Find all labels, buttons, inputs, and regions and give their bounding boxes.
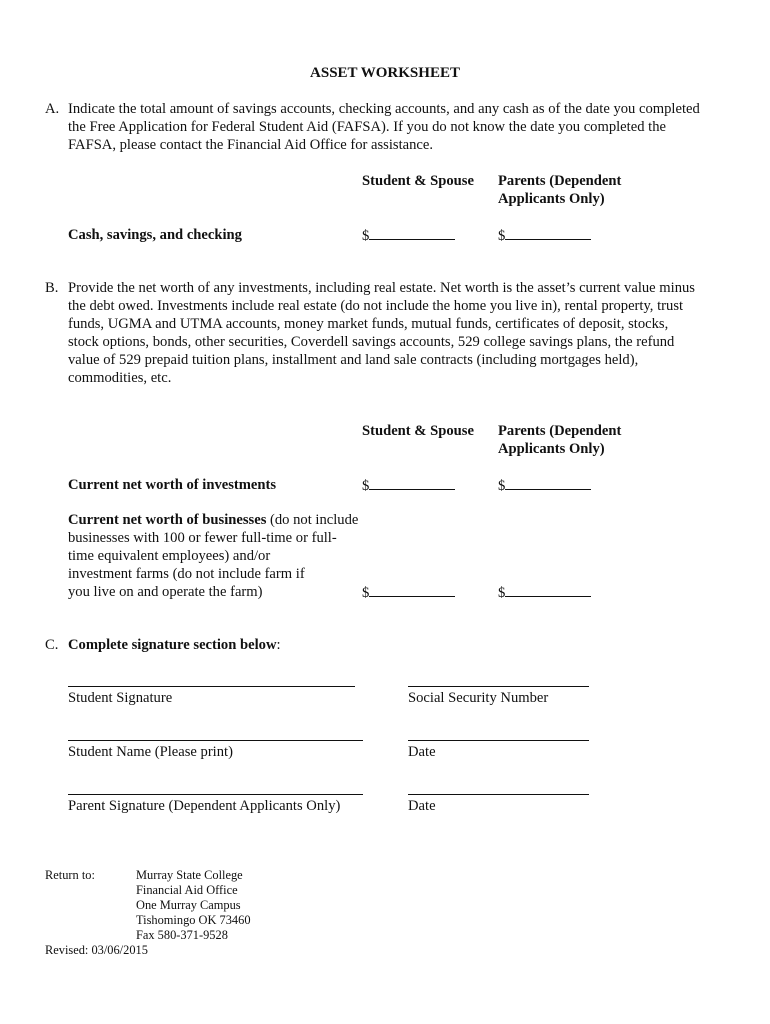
section-a-instructions: [68, 100, 733, 154]
col-parents-line1: Parents (Dependent: [498, 423, 622, 439]
section-c-heading-suffix: :: [276, 637, 281, 653]
section-a-line: the Free Application for Federal Student Aid (FAFSA). If you do not know the date you completed the: [68, 119, 666, 135]
date-line[interactable]: [408, 794, 589, 795]
section-b-line: Provide the net worth of any investments, including real estate. Net worth is the asset’s current value minus: [68, 280, 695, 296]
dollar-sign: $: [362, 478, 370, 494]
blank-line: [505, 583, 591, 597]
dollar-sign: $: [498, 478, 506, 494]
section-b-letter: B.: [45, 280, 59, 296]
businesses-label: [68, 511, 368, 601]
col-parents-line1: Parents (Dependent: [498, 173, 622, 189]
section-a-line: Indicate the total amount of savings accounts, checking accounts, and any cash as of the date you completed: [68, 101, 700, 117]
section-b-col-parents: [498, 422, 621, 458]
section-b-line: the debt owed. Investments include real estate (do not include the home you live in), rental property, trust: [68, 298, 684, 314]
address-line: Tishomingo OK 73460: [136, 913, 251, 927]
businesses-label-line: businesses with 100 or fewer full-time or full-: [68, 530, 337, 546]
student-name-label: Student Name (Please print): [68, 744, 233, 760]
section-c-letter: C.: [45, 637, 59, 653]
section-b-col-student: Student & Spouse: [362, 423, 474, 439]
col-parents-line2: Applicants Only): [498, 441, 605, 457]
address-line: One Murray Campus: [136, 898, 241, 912]
section-a-letter: A.: [45, 101, 60, 117]
investments-parents-field[interactable]: [498, 476, 591, 495]
blank-line: [505, 226, 591, 240]
section-c-heading: [68, 636, 281, 654]
address-line: Murray State College: [136, 868, 243, 882]
blank-line: [369, 476, 455, 490]
cash-student-field[interactable]: [362, 226, 455, 245]
businesses-label-bold: Current net worth of businesses: [68, 512, 267, 528]
cash-savings-checking-label: Cash, savings, and checking: [68, 227, 242, 243]
section-b-line: commodities, etc.: [68, 370, 172, 386]
ssn-line[interactable]: [408, 686, 589, 687]
dollar-sign: $: [362, 585, 370, 601]
student-signature-label: Student Signature: [68, 690, 173, 706]
businesses-label-rest: (do not include: [266, 512, 359, 528]
parent-signature-label: Parent Signature (Dependent Applicants Only): [68, 798, 341, 814]
dollar-sign: $: [362, 228, 370, 244]
section-b-line: funds, UGMA and UTMA accounts, money market funds, mutual funds, certificates of deposit, stocks,: [68, 316, 669, 332]
investments-label: Current net worth of investments: [68, 477, 277, 493]
section-c-heading-text: Complete signature section below: [68, 637, 277, 653]
investments-student-field[interactable]: [362, 476, 455, 495]
section-b-instructions: [68, 279, 733, 387]
return-to-label: Return to:: [45, 868, 95, 882]
businesses-student-field[interactable]: [362, 583, 455, 602]
date-line[interactable]: [408, 740, 589, 741]
address-line: Financial Aid Office: [136, 883, 238, 897]
parent-signature-line[interactable]: [68, 794, 363, 795]
dollar-sign: $: [498, 585, 506, 601]
businesses-parents-field[interactable]: [498, 583, 591, 602]
blank-line: [369, 226, 455, 240]
dollar-sign: $: [498, 228, 506, 244]
revised-date: Revised: 03/06/2015: [45, 943, 148, 957]
ssn-label: Social Security Number: [408, 690, 549, 706]
businesses-label-line: you live on and operate the farm): [68, 584, 263, 600]
cash-parents-field[interactable]: [498, 226, 591, 245]
section-b-line: value of 529 prepaid tuition plans, installment and land sale contracts (including mortgages held),: [68, 352, 639, 368]
student-name-line[interactable]: [68, 740, 363, 741]
return-address: [136, 868, 251, 943]
section-a-col-parents: [498, 172, 621, 208]
section-a-line: FAFSA, please contact the Financial Aid Office for assistance.: [68, 137, 434, 153]
section-a-col-student: Student & Spouse: [362, 173, 474, 189]
blank-line: [505, 476, 591, 490]
date-label: Date: [408, 798, 436, 814]
col-parents-line2: Applicants Only): [498, 191, 605, 207]
businesses-label-line: time equivalent employees) and/or: [68, 548, 271, 564]
page-title: ASSET WORKSHEET: [310, 65, 460, 81]
date-label: Date: [408, 744, 436, 760]
section-b-line: stock options, bonds, other securities, Coverdell savings accounts, 529 college savings plans, the refund: [68, 334, 675, 350]
student-signature-line[interactable]: [68, 686, 355, 687]
businesses-label-line: investment farms (do not include farm if: [68, 566, 305, 582]
businesses-label-line: [68, 511, 368, 529]
blank-line: [369, 583, 455, 597]
address-line: Fax 580-371-9528: [136, 928, 228, 942]
